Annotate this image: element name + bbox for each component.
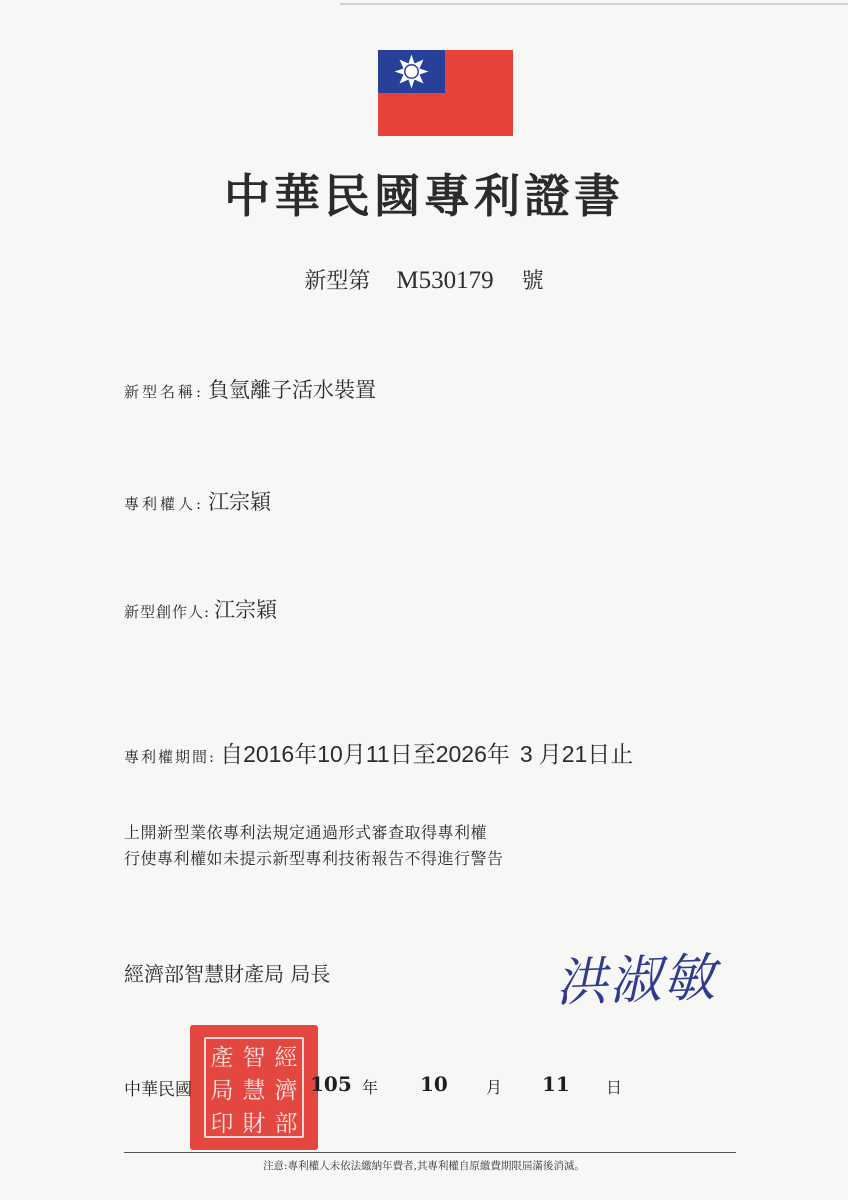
term-year-unit: 年 <box>294 742 318 768</box>
seal-char: 智 <box>242 1045 266 1071</box>
term-from-year: 2016 <box>243 741 295 767</box>
patent-number: M530179 <box>396 267 494 294</box>
creator-row <box>124 594 277 624</box>
issue-day: 11 <box>542 1072 570 1096</box>
term-day-unit: 日 <box>389 742 413 768</box>
holder-label: 專利權人: <box>124 495 205 513</box>
utility-model-name-row <box>124 374 376 404</box>
term-to-word: 至 <box>412 742 436 768</box>
issue-date-row <box>124 1072 684 1100</box>
issue-year-unit: 年 <box>362 1078 379 1097</box>
director-signature: 洪淑敏 <box>554 948 719 1014</box>
roc-flag-icon <box>378 50 513 136</box>
term-to-day: 21 <box>561 741 588 767</box>
name-label: 新型名稱: <box>124 383 205 401</box>
era-label: 中華民國 <box>124 1080 192 1100</box>
term-label: 專利權期間: <box>124 748 217 766</box>
name-value: 負氫離子活水裝置 <box>208 378 377 402</box>
issue-month: 10 <box>420 1072 448 1096</box>
term-to-month: 3 <box>519 741 533 767</box>
seal-char: 產 <box>210 1045 234 1071</box>
bureau-director-title: 經濟部智慧財產局 局長 <box>124 962 331 986</box>
patent-prefix: 新型第 <box>304 269 371 294</box>
footer-note: 注意:專利權人未依法繳納年費者,其專利權自原繳費期限屆滿後消滅。 <box>263 1160 585 1172</box>
term-from-word: 自 <box>220 742 244 768</box>
notice-line-1: 上開新型業依專利法規定通過形式審查取得專利權 <box>124 823 488 842</box>
holder-value: 江宗穎 <box>208 490 272 514</box>
term-from-month: 10 <box>317 741 343 767</box>
footer-divider <box>124 1152 736 1153</box>
certificate-title: 中華民國專利證書 <box>224 169 624 223</box>
term-end-word: 日止 <box>587 742 634 768</box>
issue-month-unit: 月 <box>486 1078 503 1097</box>
term-month-unit-2: 月 <box>538 742 562 768</box>
seal-char: 部 <box>274 1111 298 1137</box>
creator-label: 新型創作人: <box>124 603 211 621</box>
term-from-day: 11 <box>365 741 390 767</box>
patent-term-row <box>124 736 633 769</box>
patent-suffix: 號 <box>521 269 544 294</box>
term-to-year: 2026 <box>435 741 487 767</box>
seal-char: 經 <box>274 1045 298 1071</box>
patentee-row <box>124 486 271 516</box>
issue-day-unit: 日 <box>606 1078 623 1097</box>
creator-value: 江宗穎 <box>214 598 278 622</box>
seal-char: 濟 <box>274 1078 298 1104</box>
top-edge-line <box>340 3 848 5</box>
issue-year: 105 <box>310 1072 352 1096</box>
seal-char: 印 <box>210 1111 234 1137</box>
notice-line-2: 行使專利權如未提示新型專利技術報告不得進行警告 <box>124 849 504 868</box>
term-year-unit-2: 年 <box>486 742 510 768</box>
seal-char: 慧 <box>242 1078 266 1104</box>
seal-char: 財 <box>242 1111 266 1137</box>
term-month-unit: 月 <box>342 742 366 768</box>
patent-number-line <box>0 264 848 295</box>
seal-char: 局 <box>210 1078 234 1104</box>
